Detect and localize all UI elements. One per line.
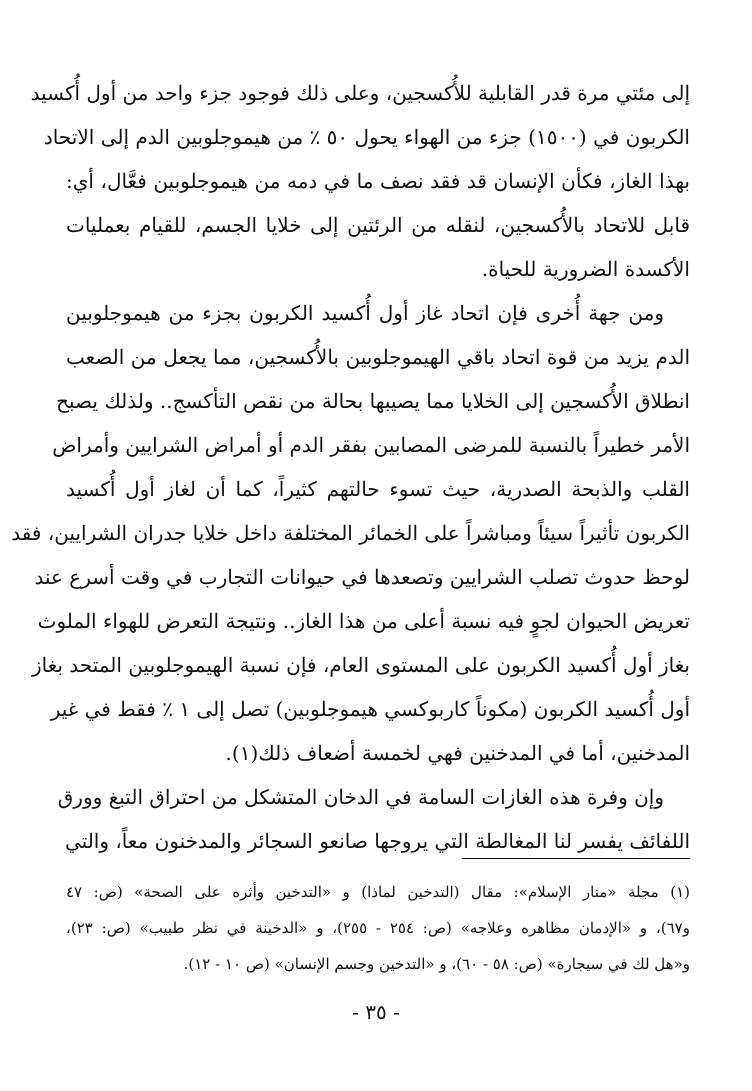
footnote-line: و«هل لك في سيجارة» (ص: ٥٨ - ٦٠)، و «التدخين وجسم الإنسان» (ص ١٠ - ١٢). (183, 955, 690, 973)
body-line: لوحظ حدوث تصلب الشرايين وتصعدها في حيوانات التجارب في وقت أسرع عند (34, 565, 690, 589)
body-line: تعريض الحيوان لجوٍ فيه نسبة أعلى من هذا الغاز.. ونتيجة التعرض للهواء الملوث (37, 609, 690, 633)
body-line: القلب والذبحة الصدرية، حيث تسوء حالتهم كثيراً، كما أن لغاز أول أُكسيد (66, 477, 690, 501)
body-line: الأمر خطيراً بالنسبة للمرضى المصابين بفقر الدم أو أمراض الشرايين وأمراض (52, 433, 690, 457)
body-line: اللفائف يفسر لنا المغالطة التي يروجها صانعو السجائر والمدخنون معاً، والتي (64, 829, 690, 853)
body-line: بغاز أول أُكسيد الكربون على المستوى العام، فإن نسبة الهيموجلوبين المتحد بغاز (31, 653, 690, 677)
body-line: الدم يزيد من قوة اتحاد باقي الهيموجلوبين بالأُكسجين، مما يجعل من الصعب (66, 345, 690, 369)
body-line: بهذا الغاز، فكأن الإنسان قد فقد نصف ما في دمه من هيموجلوبين فعَّال، أي: (66, 169, 690, 193)
body-line: الكربون في (١٥٠٠) جزء من الهواء يحول ٥٠ ٪ من هيموجلوبين الدم إلى الاتحاد (43, 125, 690, 149)
footnote-line: (١) مجلة «منار الإسلام»: مقال (التدخين لماذا) و «التدخين وأثره على الصحة» (ص: ٤٧ (66, 883, 690, 901)
footnote-line: و٦٧)، و «الإدمان مظاهره وعلاجه» (ص: ٢٥٤ - ٢٥٥)، و «الدخينة في نظر طبيب» (ص: ٢٣)، (66, 919, 690, 937)
body-line: ومن جهة أُخرى فإن اتحاد غاز أول أُكسيد الكربون بجزء من هيموجلوبين (66, 301, 664, 325)
page-number: - ٣٥ - (352, 1000, 400, 1024)
body-line: أول أُكسيد الكربون (مكوناً كاربوكسي هيموجلوبين) تصل إلى ١ ٪ فقط في غير (50, 697, 690, 721)
body-line: قابل للاتحاد بالأُكسجين، لنقله من الرئتين إلى خلايا الجسم، للقيام بعمليات (66, 213, 690, 237)
body-line: الكربون تأثيراً سيئاً ومباشراً على الخمائر المختلفة داخل خلايا جدران الشرايين، فقد (11, 521, 690, 545)
body-line: إلى مئتي مرة قدر القابلية للأُكسجين، وعلى ذلك فوجود جزء واحد من أول أُكسيد (30, 81, 690, 105)
body-line: وإن وفرة هذه الغازات السامة في الدخان المتشكل من احتراق التبغ وورق (57, 785, 664, 809)
body-text (11, 71, 690, 863)
body-line: المدخنين، أما في المدخنين فهي لخمسة أضعاف ذلك(١). (225, 741, 690, 765)
footnotes (66, 874, 690, 982)
footnote-divider (462, 858, 690, 859)
body-line: انطلاق الأُكسجين إلى الخلايا مما يصيبها بحالة من نقص التأكسج.. ولذلك يصبح (56, 389, 690, 413)
body-line: الأكسدة الضرورية للحياة. (481, 257, 690, 281)
